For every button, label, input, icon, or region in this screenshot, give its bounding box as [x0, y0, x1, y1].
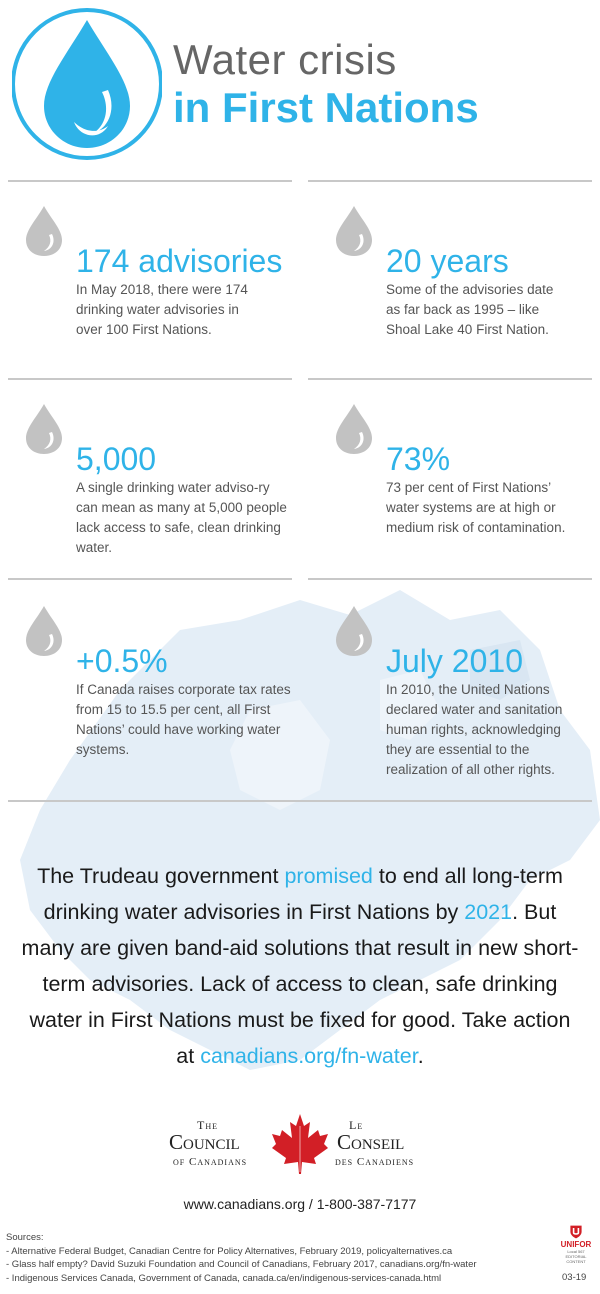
water-drop-icon — [12, 4, 162, 164]
stat-description: 73 per cent of First Nations’ water systems are at high or medium risk of contamination. — [386, 480, 566, 535]
stat-description: In May 2018, there were 174 drinking water advisories in over 100 First Nations. — [76, 282, 248, 337]
unifor-name: UNIFOR — [560, 1240, 592, 1249]
callout-highlight: 2021 — [464, 900, 513, 924]
stat-card — [76, 442, 306, 558]
logo-le: Le — [349, 1118, 364, 1132]
print-code: 03-19 — [562, 1272, 587, 1283]
water-drop-icon — [22, 604, 66, 658]
stat-value: July 2010 — [386, 643, 523, 679]
stat-value: 174 advisories — [76, 243, 283, 279]
stat-description: In 2010, the United Nations declared water and sanitation human rights, acknowledging they are essential to the realization of all other rights. — [386, 682, 563, 777]
take-action-link[interactable]: canadians.org/fn-water — [200, 1044, 418, 1068]
stat-description: A single drinking water adviso-ry can mean as many at 5,000 people lack access to safe, clean drinking water. — [76, 480, 287, 555]
logo-conseil: Conseil — [337, 1130, 405, 1154]
stat-card — [386, 244, 600, 340]
water-drop-icon — [332, 204, 376, 258]
unifor-shield-icon — [568, 1224, 584, 1240]
divider — [8, 800, 592, 802]
stat-value: 73% — [386, 441, 451, 477]
stat-value: 20 years — [386, 243, 509, 279]
water-drop-icon — [332, 402, 376, 456]
sources-heading: Sources: — [6, 1232, 44, 1243]
water-drop-icon — [22, 204, 66, 258]
source-item: - Indigenous Services Canada, Government of Canada, canada.ca/en/indigenous-services-canada.html — [6, 1272, 442, 1284]
callout-segment: . — [417, 1044, 424, 1068]
sources — [6, 1231, 477, 1285]
divider — [308, 378, 592, 380]
logo-the: The — [197, 1118, 218, 1132]
unifor-sub: Local 567 EDITORIAL CONTENT — [565, 1249, 587, 1264]
callout-segment: to end all long-term drinking water advisories in First Nations by — [43, 864, 563, 924]
callout-segment: The Trudeau government — [37, 864, 285, 888]
logo-council: Council — [169, 1130, 240, 1154]
stat-value: 5,000 — [76, 441, 157, 477]
callout-highlight: promised — [284, 864, 373, 888]
stat-card — [386, 644, 600, 780]
stat-description: If Canada raises corporate tax rates from 15 to 15.5 per cent, all First Nations’ could have working water systems. — [76, 682, 291, 757]
divider — [8, 180, 292, 182]
divider — [8, 578, 292, 580]
source-item: - Alternative Federal Budget, Canadian Centre for Policy Alternatives, February 2019, policyalternatives.ca — [6, 1245, 453, 1257]
divider — [308, 180, 592, 182]
water-drop-icon — [22, 402, 66, 456]
stat-description: Some of the advisories date as far back as 1995 – like Shoal Lake 40 First Nation. — [386, 282, 554, 337]
logo-des-canadiens: des Canadiens — [335, 1156, 415, 1168]
logo-of-canadians: of Canadians — [173, 1156, 248, 1168]
divider — [308, 578, 592, 580]
page-title-line2: in First Nations — [173, 84, 479, 131]
callout-segment: . But many are given band-aid solutions that result in new short-term advisories. Lack of access to clean, safe drinking water in First Nations must be fixed for good. Take action at — [21, 900, 579, 1068]
page-title-line1: Water crisis — [173, 36, 397, 83]
unifor-logo — [558, 1224, 594, 1264]
stat-card — [76, 244, 306, 340]
callout-text — [20, 858, 580, 1074]
stat-card — [386, 442, 600, 538]
contact-line[interactable]: www.canadians.org / 1-800-387-7177 — [183, 1196, 417, 1212]
stat-card — [76, 644, 306, 760]
council-of-canadians-logo — [165, 1112, 435, 1178]
water-drop-icon — [332, 604, 376, 658]
divider — [8, 378, 292, 380]
stat-value: +0.5% — [76, 643, 168, 679]
source-item: - Glass half empty? David Suzuki Foundation and Council of Canadians, February 2017, canadians.org/fn-water — [6, 1259, 477, 1270]
maple-leaf-icon — [270, 1112, 330, 1176]
